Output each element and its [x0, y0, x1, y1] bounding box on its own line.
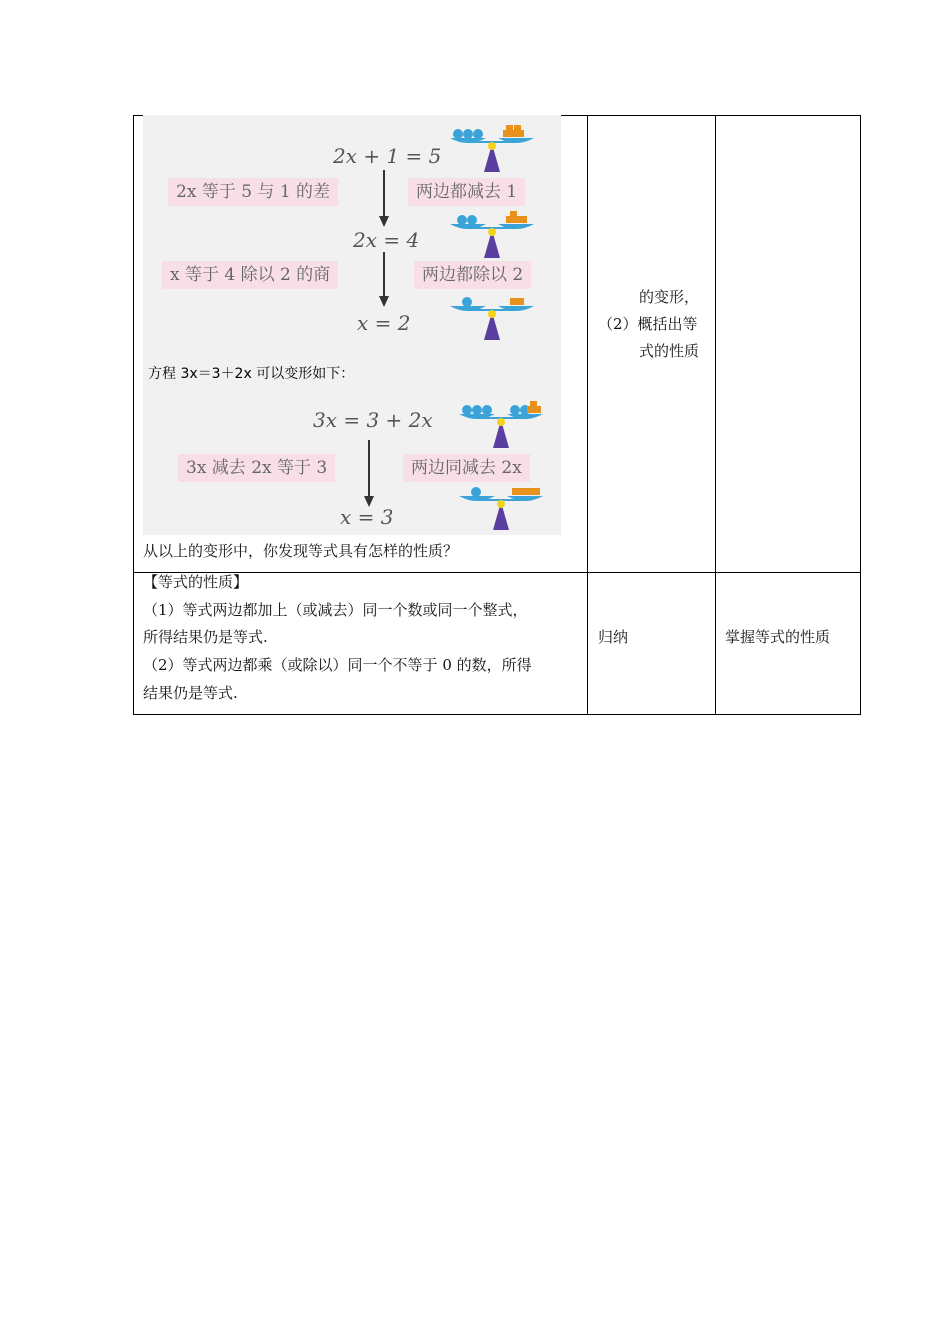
balance-scale-icon — [457, 482, 545, 532]
table-border-left — [133, 115, 134, 715]
equation-1-bottom: x = 2 — [357, 311, 411, 335]
equation-2-top: 3x = 3 + 2x — [313, 408, 433, 432]
table-col-divider-1 — [587, 115, 588, 715]
equation-1-right-note: 两边都减去 1 — [408, 178, 525, 206]
table-border-bottom — [133, 714, 861, 715]
arrow-2 — [383, 252, 385, 298]
equation-1-top: 2x + 1 = 5 — [333, 144, 442, 168]
equation-1-left-note-2: x 等于 4 除以 2 的商 — [162, 261, 338, 289]
intro-text: 方程 3x＝3＋2x 可以变形如下： — [148, 363, 354, 383]
balance-scale-icon — [448, 210, 536, 260]
row2-line-1: （1）等式两边都加上（或减去）同一个数或同一个整式， — [143, 601, 528, 619]
arrow-2-head — [379, 296, 389, 307]
table-border-right — [860, 115, 861, 715]
arrow-3 — [368, 440, 370, 498]
balance-scale-icon — [448, 292, 536, 342]
equation-2-right-note: 两边同减去 2x — [403, 454, 530, 482]
equation-1-left-note: 2x 等于 5 与 1 的差 — [168, 178, 338, 206]
arrow-1 — [383, 170, 385, 218]
row2-line-2: 所得结果仍是等式. — [143, 628, 268, 646]
row2-right: 掌握等式的性质 — [725, 628, 831, 646]
row2-line-3: （2）等式两边都乘（或除以）同一个不等于 0 的数，所得 — [143, 656, 532, 674]
question-text: 从以上的变形中，你发现等式具有怎样的性质？ — [143, 542, 459, 560]
equation-1-mid: 2x = 4 — [353, 228, 420, 252]
row2-line-4: 结果仍是等式. — [143, 684, 238, 702]
table-col-divider-2 — [715, 115, 716, 715]
row1-middle-line-2: （2）概括出等 — [598, 315, 698, 333]
equation-2-left-note: 3x 减去 2x 等于 3 — [178, 454, 335, 482]
row2-middle: 归纳 — [598, 628, 629, 646]
balance-scale-icon — [448, 124, 536, 174]
arrow-1-head — [379, 216, 389, 227]
balance-scale-icon — [457, 400, 545, 450]
row1-middle-line-3: 式的性质 — [639, 342, 700, 360]
row1-middle-line-1: 的变形， — [639, 288, 700, 306]
equation-2-bottom: x = 3 — [340, 505, 394, 529]
row2-title: 【等式的性质】 — [143, 573, 249, 591]
equation-1-right-note-2: 两边都除以 2 — [414, 261, 531, 289]
